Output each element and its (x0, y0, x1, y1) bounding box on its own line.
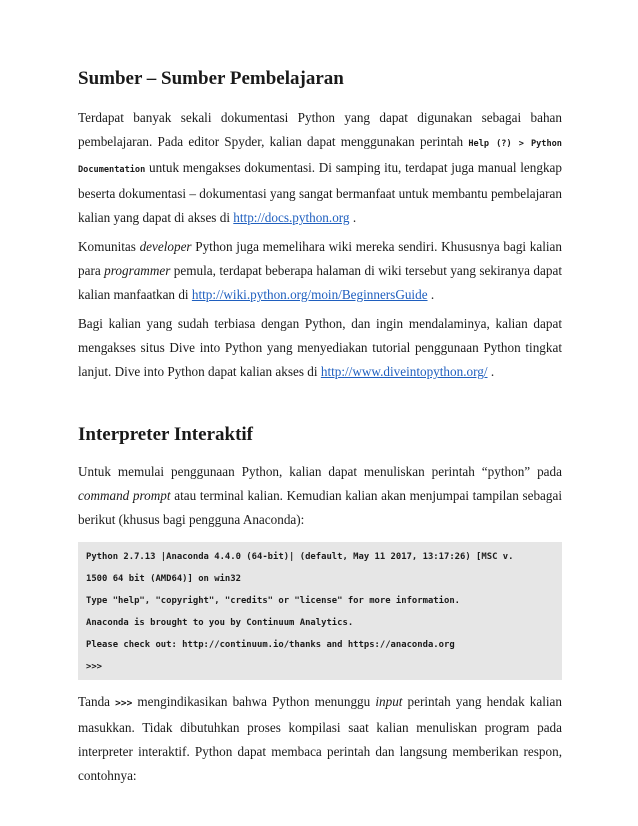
document-page (78, 66, 562, 788)
link-diveintopython[interactable]: http://www.diveintopython.org/ (320, 364, 488, 379)
link-docs-python[interactable]: http://docs.python.org (233, 210, 350, 225)
code-block-python-banner (78, 542, 562, 680)
section-heading-sumber: Sumber – Sumber Pembelajaran (78, 68, 344, 89)
paragraph-dive-into-python: Bagi kalian yang sudah terbiasa dengan Python, dan ingin mendalaminya, kalian dapat mengakses situs Dive into Python yang menyediakan tutorial penggunaan Python tingkat lanjut. Dive into Python dapat kalian akses di http://www.diveintopython.org/ . (78, 316, 562, 379)
link-wiki-beginners[interactable]: http://wiki.python.org/moin/BeginnersGuide (191, 287, 428, 302)
paragraph-prompt-explanation: Tanda >>> mengindikasikan bahwa Python menunggu input perintah yang hendak kalian masukkan. Tidak dibutuhkan proses kompilasi saat kalian menuliskan program pada interpreter interaktif. Python dapat membaca perintah dan langsung memberikan respon, contohnya: (78, 694, 562, 783)
code-line: Python 2.7.13 |Anaconda 4.4.0 (64-bit)| (default, May 11 2017, 13:17:26) [MSC v. (86, 552, 514, 562)
inline-code-prompt: >>> (115, 698, 133, 709)
code-line: Type "help", "copyright", "credits" or "license" for more information. (86, 596, 461, 606)
paragraph-start-python: Untuk memulai penggunaan Python, kalian dapat menuliskan perintah “python” pada command prompt atau terminal kalian. Kemudian kalian akan menjumpai tampilan sebagai berikut (khusus bagi pengguna Anaconda): (78, 464, 563, 527)
inline-code-help-menu: Help (?) > Python Documentation (78, 139, 562, 175)
code-line: Please check out: http://continuum.io/thanks and https://anaconda.org (86, 640, 455, 650)
code-line: 1500 64 bit (AMD64)] on win32 (86, 574, 241, 584)
code-line: Anaconda is brought to you by Continuum Analytics. (86, 618, 354, 628)
code-line-prompt: >>> (86, 662, 103, 672)
paragraph-community-wiki: Komunitas developer Python juga memelihara wiki mereka sendiri. Khususnya bagi kalian para programmer pemula, terdapat beberapa halaman di wiki tersebut yang sekiranya dapat kalian manfaatkan di http://wiki.python.org/moin/BeginnersGuide . (78, 239, 562, 302)
section-heading-interpreter: Interpreter Interaktif (78, 424, 253, 445)
paragraph-documentation: Terdapat banyak sekali dokumentasi Python yang dapat digunakan sebagai bahan pembelajaran. Pada editor Spyder, kalian dapat menggunakan perintah Help (?) > Python Documentation untuk mengakses dokumentasi. Di samping itu, terdapat juga manual lengkap beserta dokumentasi – dokumentasi yang sangat bermanfaat untuk membantu pembelajaran kalian yang dapat di akses di http://docs.python.org . (78, 110, 562, 225)
